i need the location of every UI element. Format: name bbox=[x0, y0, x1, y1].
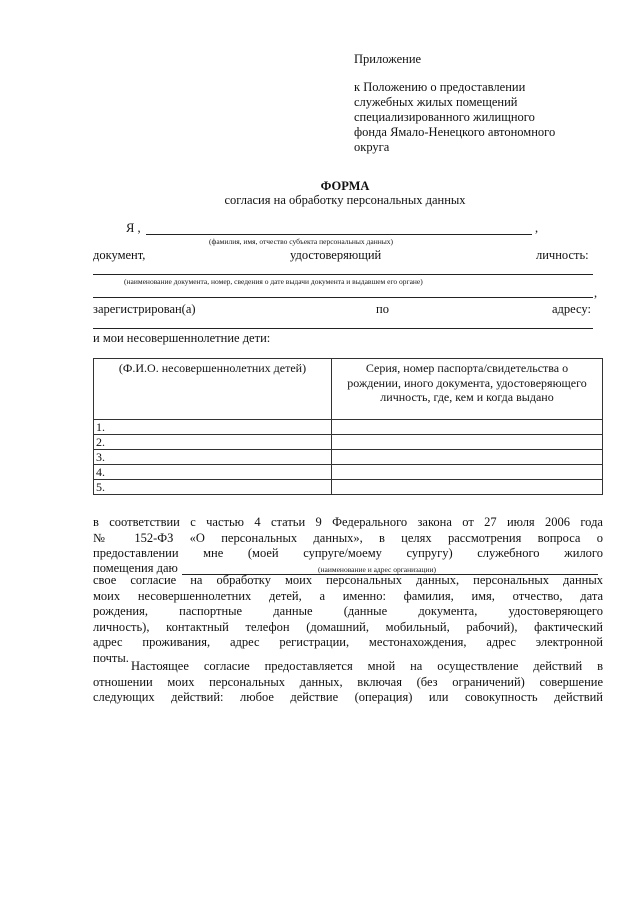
appendix-line: специализированного жилищного bbox=[354, 110, 535, 124]
paragraph-line: отношении моих персональных данных, включая (без ограничений) совершение bbox=[93, 674, 603, 689]
row-document-cell[interactable] bbox=[332, 480, 603, 495]
para2-last-line: почты. bbox=[93, 651, 129, 665]
table-row bbox=[94, 420, 603, 435]
row-number[interactable]: 4. bbox=[94, 465, 332, 480]
col-header-fio: (Ф.И.О. несовершеннолетних детей) bbox=[94, 359, 332, 420]
para1-last-line: помещения даю bbox=[93, 561, 178, 575]
doc-comma: , bbox=[594, 286, 598, 300]
doc-input-line[interactable] bbox=[93, 274, 593, 275]
doc-input-line-2[interactable] bbox=[93, 297, 593, 298]
doc-word: документ, bbox=[93, 248, 146, 262]
form-title: ФОРМА bbox=[320, 179, 370, 193]
fio-caption: (фамилия, имя, отчество субъекта персональных данных) bbox=[209, 237, 394, 246]
reg-at: по bbox=[376, 302, 389, 316]
table-row bbox=[94, 435, 603, 450]
paragraph-line: предоставлении мне (моей супруге/моему супругу) служебного жилого bbox=[93, 546, 603, 560]
row-number[interactable]: 3. bbox=[94, 450, 332, 465]
reg-registered: зарегистрирован(а) bbox=[93, 302, 196, 316]
appendix-line: к Положению о предоставлении bbox=[354, 80, 526, 94]
appendix-line: фонда Ямало-Ненецкого автономного bbox=[354, 125, 556, 139]
fio-input-line[interactable] bbox=[146, 234, 532, 235]
consent-paragraph-2 bbox=[93, 573, 603, 651]
appendix-title: Приложение bbox=[354, 52, 422, 66]
row-document-cell[interactable] bbox=[332, 435, 603, 450]
table-header-row bbox=[94, 359, 603, 420]
paragraph-line: следующих действий: любое действие (операция) или совокупность действий bbox=[93, 690, 603, 704]
fio-comma: , bbox=[535, 221, 539, 235]
row-number[interactable]: 1. bbox=[94, 420, 332, 435]
doc-identity: личность: bbox=[536, 248, 589, 262]
col-header-document: Серия, номер паспорта/свидетельства о рождении, иного документа, удостоверяющего личность, где, кем и когда выдано bbox=[332, 359, 603, 420]
paragraph-line: личность), контактный телефон (домашний, мобильный, рабочий), фактический bbox=[93, 619, 603, 634]
consent-paragraph-3 bbox=[93, 659, 603, 706]
form-subtitle: согласия на обработку персональных данных bbox=[224, 193, 466, 207]
consent-paragraph-1 bbox=[93, 515, 603, 562]
org-caption: (наименование и адрес организации) bbox=[318, 565, 436, 574]
row-document-cell[interactable] bbox=[332, 465, 603, 480]
doc-confirming: удостоверяющий bbox=[290, 248, 382, 262]
table-row bbox=[94, 480, 603, 495]
paragraph-line: Настоящее согласие предоставляется мной на осуществление действий в bbox=[131, 659, 603, 673]
paragraph-line: рождения, паспортные данные (данные документа, удостоверяющего bbox=[93, 604, 603, 618]
appendix-line: служебных жилых помещений bbox=[354, 95, 518, 109]
children-table bbox=[93, 358, 603, 495]
appendix-line: округа bbox=[354, 140, 390, 154]
reg-address: адресу: bbox=[552, 302, 591, 316]
paragraph-line: в соответствии с частью 4 статьи 9 Федерального закона от 27 июля 2006 года bbox=[93, 515, 603, 529]
address-input-line[interactable] bbox=[93, 328, 593, 329]
table-row bbox=[94, 465, 603, 480]
paragraph-line: № 152-ФЗ «О персональных данных», в целях рассмотрения вопроса о bbox=[93, 530, 603, 545]
row-number[interactable]: 5. bbox=[94, 480, 332, 495]
ya-label: Я , bbox=[126, 221, 141, 235]
table-row bbox=[94, 450, 603, 465]
children-label: и мои несовершеннолетние дети: bbox=[93, 331, 271, 345]
row-document-cell[interactable] bbox=[332, 420, 603, 435]
doc-caption: (наименование документа, номер, сведения о дате выдачи документа и выдавшем его органе) bbox=[124, 277, 423, 286]
paragraph-line: свое согласие на обработку моих персональных данных, персональных данных bbox=[93, 573, 603, 587]
row-document-cell[interactable] bbox=[332, 450, 603, 465]
appendix-block bbox=[354, 80, 555, 155]
paragraph-line: адрес проживания, адрес регистрации, местонахождения, адрес электронной bbox=[93, 635, 603, 649]
row-number[interactable]: 2. bbox=[94, 435, 332, 450]
paragraph-line: моих несовершеннолетних детей, а именно: фамилия, имя, отчество, дата bbox=[93, 588, 603, 603]
